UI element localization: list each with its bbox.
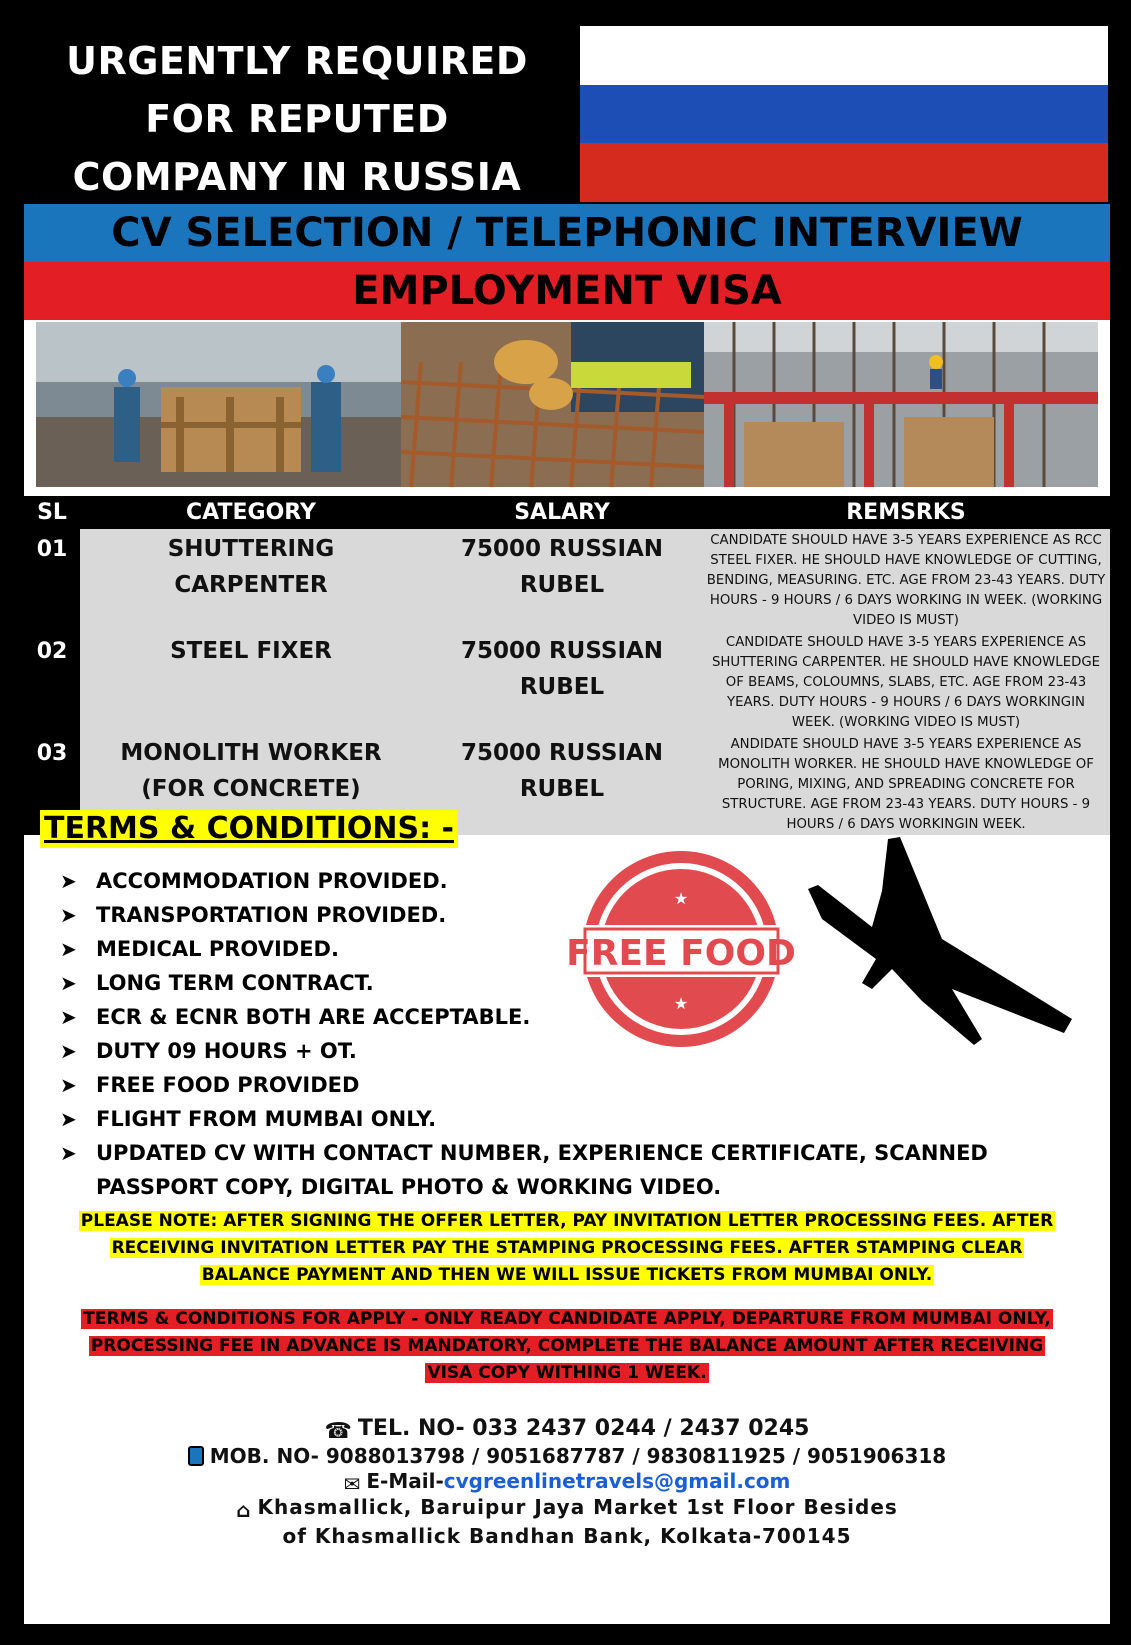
term-text: ACCOMMODATION PROVIDED.	[96, 869, 448, 893]
salary-line: 75000 RUSSIAN	[460, 740, 664, 766]
payment-note	[24, 1208, 1110, 1289]
photo-strip	[36, 322, 1098, 487]
payment-note-line: RECEIVING INVITATION LETTER PAY THE STAMPING PROCESSING FEES. AFTER STAMPING CLEAR	[111, 1238, 1023, 1258]
term-text: LONG TERM CONTRACT.	[96, 971, 374, 995]
job-table	[24, 496, 1110, 835]
list-item	[60, 1068, 1100, 1102]
construction-scaffold-photo	[704, 322, 1098, 487]
arrow-bullet-icon: ➤	[60, 1141, 77, 1165]
mobile-text[interactable]: MOB. NO- 9088013798 / 9051687787 / 9830811925 / 9051906318	[209, 1444, 947, 1468]
header-sl: SL	[37, 500, 67, 525]
row-remarks: ANDIDATE SHOULD HAVE 3-5 YEARS EXPERIENCE AS MONOLITH WORKER. HE SHOULD HAVE KNOWLEDGE OF PORING, MIXING, AND SPREADING CONCRETE FOR STRUCTURE. AGE FROM 23-43 YEARS. DUTY HOURS - 9 HOURS / 6 DAYS WORKINGIN WEEK.	[702, 733, 1110, 835]
arrow-bullet-icon: ➤	[60, 971, 77, 995]
salary-line: RUBEL	[519, 776, 605, 802]
term-text: UPDATED CV WITH CONTACT NUMBER, EXPERIENCE CERTIFICATE, SCANNED PASSPORT COPY, DIGITAL PHOTO & WORKING VIDEO.	[96, 1141, 988, 1199]
term-text: ECR & ECNR BOTH ARE ACCEPTABLE.	[96, 1005, 531, 1029]
free-food-stamp	[566, 847, 796, 1052]
salary-line: 75000 RUSSIAN	[460, 638, 664, 664]
flag-stripe-red	[580, 143, 1108, 202]
telephone-text[interactable]: TEL. NO- 033 2437 0244 / 2437 0245	[357, 1416, 810, 1441]
term-text: DUTY 09 HOURS + OT.	[96, 1039, 357, 1063]
header-title-line: URGENTLY REQUIRED	[66, 39, 528, 83]
row-category	[80, 631, 422, 733]
row-category	[80, 529, 422, 631]
row-sl: 03	[24, 733, 80, 835]
mobile-phone-icon	[188, 1446, 204, 1466]
salary-line: RUBEL	[519, 572, 605, 598]
category-line: STEEL FIXER	[170, 638, 332, 664]
header-title	[24, 32, 570, 206]
term-text: FREE FOOD PROVIDED	[96, 1073, 360, 1097]
term-text: FLIGHT FROM MUMBAI ONLY.	[96, 1107, 437, 1131]
arrow-bullet-icon: ➤	[60, 869, 77, 893]
apply-note	[24, 1306, 1110, 1387]
apply-note-line: PROCESSING FEE IN ADVANCE IS MANDATORY, COMPLETE THE BALANCE AMOUNT AFTER RECEIVING	[90, 1336, 1044, 1356]
table-row	[24, 631, 1110, 733]
row-remarks: CANDIDATE SHOULD HAVE 3-5 YEARS EXPERIENCE AS SHUTTERING CARPENTER. HE SHOULD HAVE KNOWLEDGE OF BEAMS, COLOUMNS, SLABS, ETC. AGE FROM 23-43 YEARS. DUTY HOURS - 9 HOURS / 6 DAYS WORKINGIN WEEK. (WORKING VIDEO IS MUST)	[702, 631, 1110, 733]
stamp-text: FREE FOOD	[566, 933, 796, 974]
row-salary	[422, 529, 702, 631]
payment-note-line: PLEASE NOTE: AFTER SIGNING THE OFFER LETTER, PAY INVITATION LETTER PROCESSING FEES. AFTER	[80, 1211, 1054, 1231]
arrow-bullet-icon: ➤	[60, 1039, 77, 1063]
row-sl: 01	[24, 529, 80, 631]
address-line: of Khasmallick Bandhan Bank, Kolkata-700145	[282, 1524, 852, 1548]
header-title-line: COMPANY IN RUSSIA	[72, 155, 522, 199]
category-line: (FOR CONCRETE)	[141, 776, 361, 802]
table-row	[24, 529, 1110, 631]
email-link[interactable]: cvgreenlinetravels@gmail.com	[443, 1469, 791, 1493]
email-label: E-Mail-	[366, 1469, 444, 1493]
address-block	[24, 1494, 1110, 1549]
header	[24, 24, 1110, 204]
svg-text:★: ★	[673, 994, 689, 1013]
category-line: CARPENTER	[174, 572, 328, 598]
arrow-bullet-icon: ➤	[60, 937, 77, 961]
category-line: SHUTTERING	[167, 536, 335, 562]
telephone-icon: ☎	[324, 1419, 352, 1444]
row-salary	[422, 631, 702, 733]
arrow-bullet-icon: ➤	[60, 1073, 77, 1097]
formwork-workers-photo	[36, 322, 401, 487]
term-text: TRANSPORTATION PROVIDED.	[96, 903, 447, 927]
arrow-bullet-icon: ➤	[60, 903, 77, 927]
row-remarks: CANDIDATE SHOULD HAVE 3-5 YEARS EXPERIENCE AS RCC STEEL FIXER. HE SHOULD HAVE KNOWLEDGE OF CUTTING, BENDING, MEASURING. ETC. AGE FROM 23-43 YEARS. DUTY HOURS - 9 HOURS / 6 DAYS WORKING IN WEEK. (WORKING VIDEO IS MUST)	[702, 529, 1110, 631]
airplane-icon	[802, 819, 1084, 1069]
russia-flag	[580, 26, 1108, 202]
email-line	[24, 1468, 1110, 1497]
table-header	[24, 496, 1110, 529]
apply-note-line: VISA COPY WITHING 1 WEEK.	[427, 1363, 707, 1383]
job-advert-page	[24, 24, 1110, 1624]
flag-stripe-blue	[580, 85, 1108, 144]
envelope-icon: ✉	[343, 1472, 361, 1496]
apply-note-line: TERMS & CONDITIONS FOR APPLY - ONLY READY CANDIDATE APPLY, DEPARTURE FROM MUMBAI ONLY,	[83, 1309, 1051, 1329]
header-remarks: REMSRKS	[846, 500, 966, 525]
salary-line: RUBEL	[519, 674, 605, 700]
arrow-bullet-icon: ➤	[60, 1107, 77, 1131]
category-line: MONOLITH WORKER	[120, 740, 382, 766]
visa-band: EMPLOYMENT VISA	[24, 262, 1110, 320]
mobile-line	[24, 1442, 1110, 1470]
rebar-tying-photo	[401, 322, 704, 487]
header-category: CATEGORY	[186, 500, 316, 525]
flag-stripe-white	[580, 26, 1108, 85]
list-item	[60, 1102, 1100, 1136]
payment-note-line: BALANCE PAYMENT AND THEN WE WILL ISSUE TICKETS FROM MUMBAI ONLY.	[201, 1265, 933, 1285]
row-sl: 02	[24, 631, 80, 733]
term-text: MEDICAL PROVIDED.	[96, 937, 339, 961]
salary-line: 75000 RUSSIAN	[460, 536, 664, 562]
interview-band: CV SELECTION / TELEPHONIC INTERVIEW	[24, 204, 1110, 262]
header-salary: SALARY	[514, 500, 610, 525]
house-icon: ⌂	[236, 1498, 252, 1522]
terms-title: TERMS & CONDITIONS: -	[40, 810, 458, 848]
svg-text:★: ★	[673, 889, 689, 908]
arrow-bullet-icon: ➤	[60, 1005, 77, 1029]
header-title-line: FOR REPUTED	[145, 97, 449, 141]
row-salary	[422, 733, 702, 835]
address-line: Khasmallick, Baruipur Jaya Market 1st Floor Besides	[257, 1495, 898, 1519]
list-item	[60, 1136, 1100, 1204]
